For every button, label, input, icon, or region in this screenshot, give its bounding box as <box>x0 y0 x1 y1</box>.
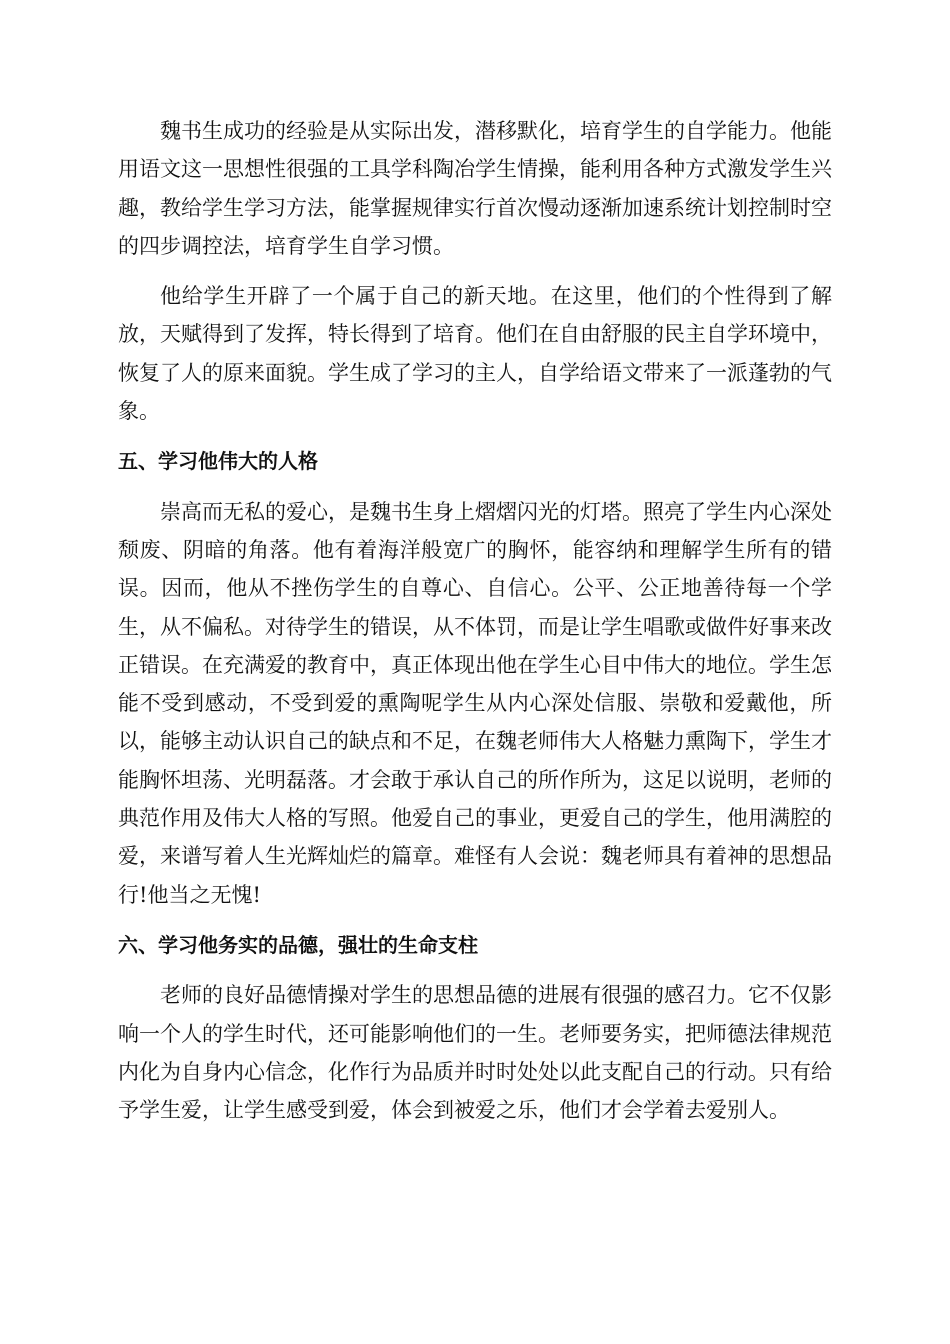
section-5-paragraph: 崇高而无私的爱心，是魏书生身上熠熠闪光的灯塔。照亮了学生内心深处颓废、阴暗的角落。他有着海洋般宽广的胸怀，能容纳和理解学生所有的错误。因而，他从不挫伤学生的自尊心、自信心。公平、公正地善待每一个学生，从不偏私。对待学生的错误，从不体罚，而是让学生唱歌或做件好事来改正错误。在充满爱的教育中，真正体现出他在学生心目中伟大的地位。学生怎能不受到感动，不受到爱的熏陶呢学生从内心深处信服、崇敬和爱戴他，所以，能够主动认识自己的缺点和不足，在魏老师伟大人格魅力熏陶下，学生才能胸怀坦荡、光明磊落。才会敢于承认自己的所作所为，这足以说明，老师的典范作用及伟大人格的写照。他爱自己的事业，更爱自己的学生，他用满腔的爱，来谱写着人生光辉灿烂的篇章。难怪有人会说：魏老师具有着神的思想品行!他当之无愧! <box>118 499 832 907</box>
intro-paragraph-2: 他给学生开辟了一个属于自己的新天地。在这里，他们的个性得到了解放，天赋得到了发挥，特长得到了培育。他们在自由舒服的民主自学环境中，恢复了人的原来面貌。学生成了学习的主人，自学给语文带来了一派蓬勃的气象。 <box>118 284 832 424</box>
intro-paragraph-1: 魏书生成功的经验是从实际出发，潜移默化，培育学生的自学能力。他能用语文这一思想性很强的工具学科陶冶学生情操，能利用各种方式激发学生兴趣，教给学生学习方法，能掌握规律实行首次慢动逐渐加速系统计划控制时空的四步调控法，培育学生自学习惯。 <box>118 119 832 258</box>
section-6-heading: 六、学习他务实的品德，强壮的生命支柱 <box>118 932 478 957</box>
document-page <box>118 112 832 1129</box>
section-6-paragraph: 老师的良好品德情操对学生的思想品德的进展有很强的感召力。它不仅影响一个人的学生时代，还可能影响他们的一生。老师要务实，把师德法律规范内化为自身内心信念，化作行为品质并时时处处以此支配自己的行动。只有给予学生爱，让学生感受到爱，体会到被爱之乐，他们才会学着去爱别人。 <box>118 983 832 1123</box>
section-5-heading: 五、学习他伟大的人格 <box>118 449 318 474</box>
